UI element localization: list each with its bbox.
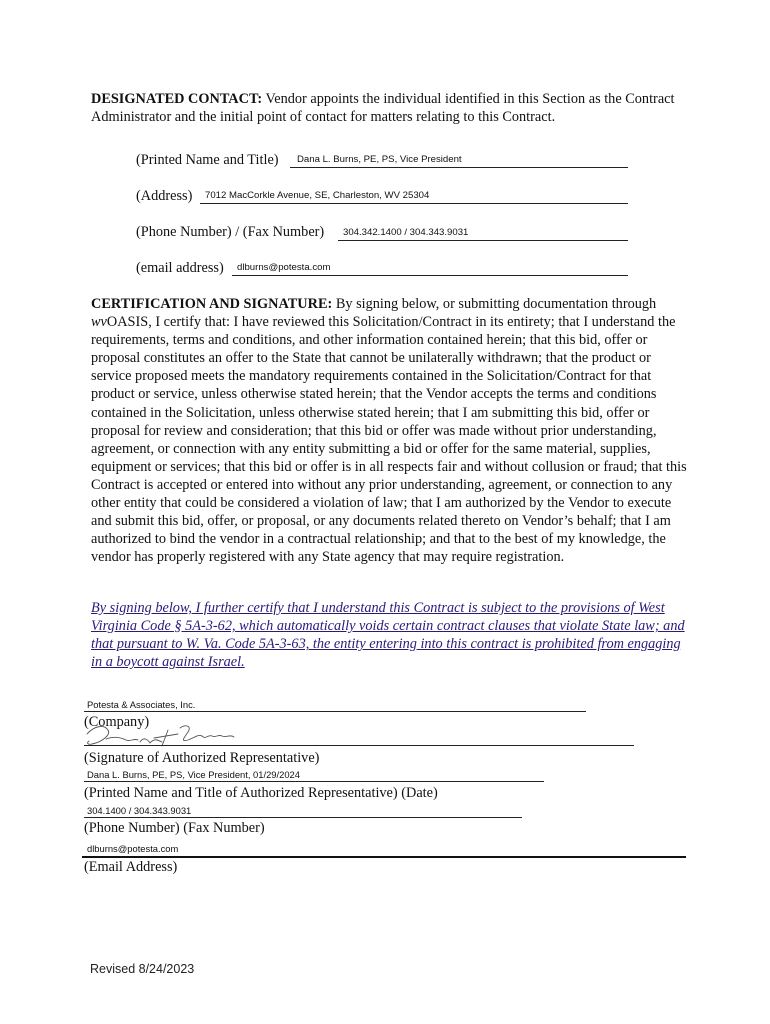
email-label: (email address): [136, 260, 224, 276]
wvoasis-prefix: wv: [91, 314, 107, 331]
company-underline: [84, 711, 586, 712]
designated-contact-heading: DESIGNATED CONTACT:: [91, 91, 263, 107]
israel-boycott-clause: By signing below, I further certify that I understand this Contract is subject to the provisions of West Virginia Code § 5A-3-62, which automatically voids certain contract clauses that violate State law; and that pursuant to W. Va. Code 5A-3-63, the entity entering into this contract is prohibited from engaging in a boycott against Israel.: [91, 600, 685, 671]
email-underline: [232, 275, 628, 276]
certification-paragraph: [91, 295, 691, 566]
authorized-rep-underline: [84, 781, 544, 782]
certification-text-start: By signing below, or submitting documentation through: [332, 296, 657, 312]
authorized-rep-field[interactable]: Dana L. Burns, PE, PS, Vice President, 01/29/2024: [87, 769, 300, 780]
printed-name-underline: [290, 167, 628, 168]
email-field[interactable]: dlburns@potesta.com: [237, 262, 331, 273]
printed-name-field[interactable]: Dana L. Burns, PE, PS, Vice President: [297, 154, 462, 165]
certification-text-body: OASIS, I certify that: I have reviewed this Solicitation/Contract in its entirety; that I understand the requirements, terms and conditions, and other information contained herein; that this bid, offer or proposal constitutes an offer to the State that cannot be unilaterally withdrawn; that the product or service proposed meets the mandatory requirements contained in the Solicitation/Contract for that product or service, unless otherwise stated herein; that the Vendor accepts the terms and conditions contained in the Solicitation, unless otherwise stated herein; that I am submitting this bid, offer or proposal for review and consideration; that this bid or offer was made without prior understanding, agreement, or connection with any entity submitting a bid or offer for the same material, supplies, equipment or services; that this bid or offer is in all respects fair and without collusion or fraud; that this Contract is accepted or entered into without any prior understanding, agreement, or connection to any other entity that could be considered a violation of law; that I am authorized by the Vendor to execute and submit this bid, offer, or proposal, or any documents related thereto on Vendor’s behalf; that I am authorized to bind the vendor in a contractual relationship; and that to the best of my knowledge, the vendor has properly registered with any State agency that may require registration.: [91, 314, 687, 566]
certification-heading: CERTIFICATION AND SIGNATURE:: [91, 296, 333, 312]
authorized-rep-label: (Printed Name and Title of Authorized Representative) (Date): [84, 785, 438, 801]
company-field[interactable]: Potesta & Associates, Inc.: [87, 699, 196, 710]
phone-fax-label: (Phone Number) / (Fax Number): [136, 224, 325, 240]
signature-underline: [84, 745, 634, 746]
rep-phone-label: (Phone Number) (Fax Number): [84, 820, 265, 836]
address-field[interactable]: 7012 MacCorkle Avenue, SE, Charleston, WV 25304: [205, 190, 430, 201]
rep-email-field[interactable]: dlburns@potesta.com: [87, 843, 179, 854]
rep-phone-underline: [84, 817, 522, 818]
designated-contact-text: Vendor appoints the individual identified in this Section as the Contract Administrator and the initial point of contact for matters relating to this Contract.: [91, 91, 675, 125]
address-underline: [200, 203, 628, 204]
designated-contact-paragraph: [91, 90, 691, 126]
signature-label: (Signature of Authorized Representative): [84, 750, 320, 766]
rep-email-underline: [82, 856, 686, 858]
printed-name-label: (Printed Name and Title): [136, 152, 279, 168]
phone-fax-field[interactable]: 304.342.1400 / 304.343.9031: [343, 227, 469, 238]
rep-phone-field[interactable]: 304.1400 / 304.343.9031: [87, 805, 192, 816]
rep-email-label: (Email Address): [84, 859, 178, 875]
phone-fax-underline: [338, 240, 628, 241]
company-label: (Company): [84, 714, 150, 730]
handwritten-signature[interactable]: [84, 718, 244, 748]
revision-footer: Revised 8/24/2023: [90, 962, 195, 976]
address-label: (Address): [136, 188, 193, 204]
